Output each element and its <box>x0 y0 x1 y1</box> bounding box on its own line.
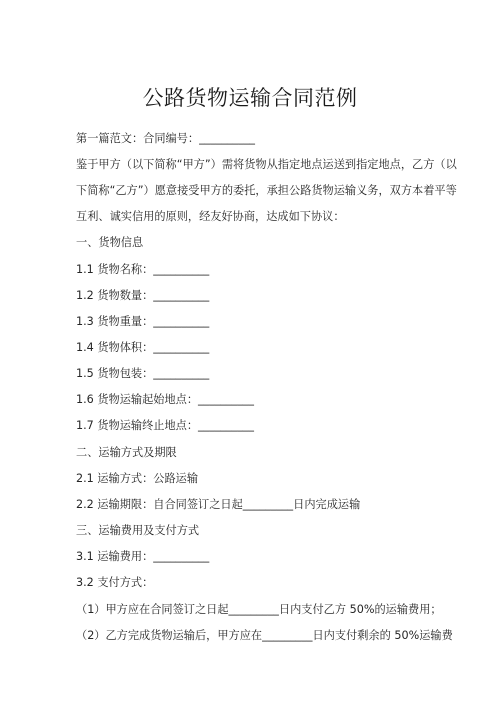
payment-item-2: （2）乙方完成货物运输后，甲方应在_________日内支付剩余的 50%运输费 <box>76 629 453 642</box>
clause-goods-name: 1.1 货物名称：__________ <box>76 263 210 276</box>
section-heading-fees: 三、运输费用及支付方式 <box>76 524 200 537</box>
document-title: 公路货物运输合同范例 <box>142 86 358 110</box>
clause-goods-quantity: 1.2 货物数量：__________ <box>76 289 210 302</box>
preamble-line-1: 鉴于甲方（以下简称“甲方”）需将货物从指定地点运送到指定地点，乙方（以 <box>76 158 457 171</box>
section-heading-transport: 二、运输方式及期限 <box>76 446 177 459</box>
clause-goods-volume: 1.4 货物体积：__________ <box>76 341 210 354</box>
clause-transport-fee: 3.1 运输费用：__________ <box>76 550 210 563</box>
clause-payment-method: 3.2 支付方式： <box>76 576 154 589</box>
preamble-line-2: 下简称“乙方”）愿意接受甲方的委托，承担公路货物运输义务，双方本着平等 <box>76 184 457 197</box>
clause-goods-packaging: 1.5 货物包装：__________ <box>76 367 210 380</box>
payment-item-1: （1）甲方应在合同签订之日起_________日内支付乙方 50%的运输费用； <box>76 603 442 616</box>
clause-goods-weight: 1.3 货物重量：__________ <box>76 315 210 328</box>
preamble-line-3: 互利、诚实信用的原则，经友好协商，达成如下协议： <box>76 210 345 223</box>
section-heading-goods: 一、货物信息 <box>76 236 144 249</box>
clause-transport-period: 2.2 运输期限：自合同签订之日起_________日内完成运输 <box>76 498 361 511</box>
contract-number-line: 第一篇范文：合同编号：__________ <box>76 132 256 145</box>
clause-origin: 1.6 货物运输起始地点：__________ <box>76 393 254 406</box>
clause-destination: 1.7 货物运输终止地点：__________ <box>76 419 254 432</box>
clause-transport-mode: 2.1 运输方式：公路运输 <box>76 472 199 485</box>
